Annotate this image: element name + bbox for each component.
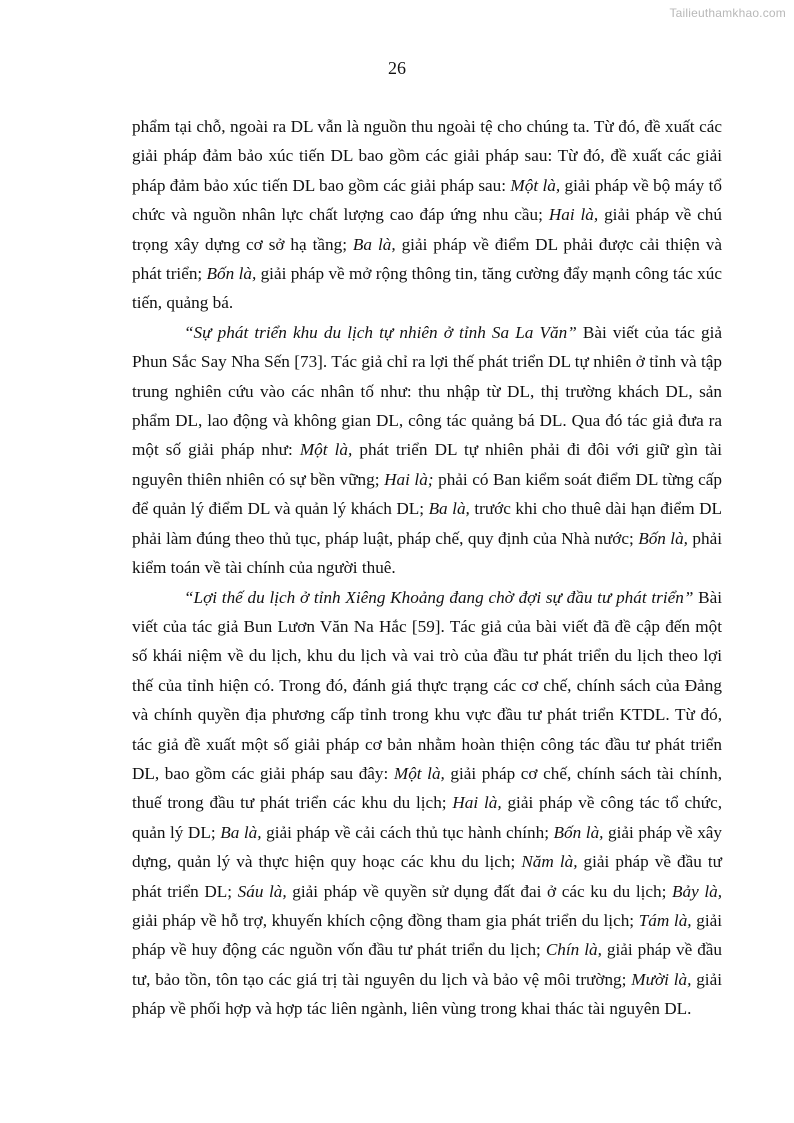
text-run: giải pháp về hỗ trợ, khuyến khích cộng đồng tham gia phát triển du lịch;	[132, 910, 639, 930]
italic-run: Một là,	[393, 763, 445, 783]
text-run: giải pháp về phối hợp và hợp tác liên ngành, liên vùng trong khai thác tài nguyên DL.	[132, 969, 722, 1019]
italic-run: Bốn là,	[553, 822, 604, 842]
text-run: giải pháp về điểm DL phải được cải thiện và phát triển;	[132, 234, 723, 284]
italic-run: Hai là;	[384, 469, 434, 489]
italic-run: Bảy là,	[671, 881, 722, 901]
body-text	[132, 112, 722, 1024]
paragraph-1	[132, 112, 722, 318]
italic-run: “Lợi thế du lịch ở tỉnh Xiêng Khoảng đang chờ đợi sự đầu tư phát triển”	[184, 587, 694, 607]
italic-run: Ba là,	[220, 822, 262, 842]
italic-run: Bốn là,	[206, 264, 257, 284]
italic-run: Một là,	[510, 175, 561, 195]
italic-run: Chín là,	[545, 940, 602, 960]
paragraph-3	[132, 583, 722, 1024]
text-run: phát triển DL tự nhiên phải đi đôi với giữ gìn tài nguyên thiên nhiên có sự bền vững;	[132, 440, 723, 489]
text-run: giải pháp về cải cách thủ tục hành chính;	[261, 822, 554, 842]
watermark: Tailieuthamkhao.com	[669, 6, 786, 20]
text-run: giải pháp về đầu tư, bảo tồn, tôn tạo các giá trị tài nguyên du lịch và bảo vệ môi trường;	[132, 940, 723, 989]
italic-run: Hai là,	[452, 793, 502, 813]
italic-run: Tám là,	[638, 910, 692, 930]
text-run: giải pháp về mở rộng thông tin, tăng cường đẩy mạnh công tác xúc tiến, quảng bá.	[132, 264, 723, 313]
italic-run: Năm là,	[521, 852, 578, 872]
text-run: trước khi cho thuê dài hạn điểm DL phải làm đúng theo thủ tục, pháp luật, pháp chế, quy định của Nhà nước;	[132, 499, 722, 548]
italic-run: Sáu là,	[237, 881, 287, 901]
italic-run: Hai là,	[548, 205, 599, 225]
italic-run: Mười là,	[631, 969, 692, 989]
text-run: giải pháp về công tác tổ chức, quản lý DL;	[132, 793, 722, 842]
text-run: phẩm tại chỗ, ngoài ra DL vẫn là nguồn thu ngoài tệ cho chúng ta. Từ đó, đề xuất các giải pháp đảm bảo xúc tiến DL bao gồm các giải pháp sau: Từ đó, đề xuất các giải pháp đảm bảo xúc tiến DL bao gồm các giải pháp sau:	[132, 117, 722, 195]
italic-run: Một là,	[299, 440, 353, 460]
text-run: Bài viết của tác giả Bun Lươn Văn Na Hắc [59]. Tác giả của bài viết đã đề cập đến một số khái niệm về du lịch, khu du lịch và vai trò của đầu tư phát triển du lịch theo lợi thế của tỉnh hiện có. Trong đó, đánh giá thực trạng các cơ chế, chính sách của Đảng và chính quyền địa phương cấp tỉnh trong khu vực đầu tư phát triển KTDL. Từ đó, tác giả đề xuất một số giải pháp cơ bản nhằm hoàn thiện công tác đầu tư phát triển DL, bao gồm các giải pháp sau đây:	[132, 587, 722, 783]
text-run: phải có Ban kiểm soát điểm DL từng cấp để quản lý điểm DL và quản lý khách DL;	[132, 469, 722, 519]
paragraph-2	[132, 318, 722, 583]
italic-run: Ba là,	[352, 234, 396, 254]
text-run: giải pháp về xây dựng, quản lý và thực hiện quy hoạc các khu du lịch;	[132, 822, 723, 872]
page-number: 26	[388, 58, 406, 78]
italic-run: Bốn là,	[638, 528, 688, 548]
text-run: giải pháp về quyền sử dụng đất đai ở các ku du lịch;	[286, 881, 672, 901]
text-run: phải kiểm toán về tài chính của người thuê.	[132, 528, 722, 578]
text-run: giải pháp về huy động các nguồn vốn đầu tư phát triển du lịch;	[132, 910, 722, 960]
italic-run: “Sự phát triển khu du lịch tự nhiên ở tỉnh Sa La Văn”	[184, 322, 577, 342]
text-run: giải pháp cơ chế, chính sách tài chính, thuế trong đầu tư phát triển các khu du lịch;	[132, 763, 723, 813]
italic-run: Ba là,	[428, 499, 470, 519]
text-run: giải pháp về bộ máy tổ chức và nguồn nhân lực chất lượng cao đáp ứng nhu cầu;	[132, 175, 723, 225]
text-run: Bài viết của tác giả Phun Sắc Say Nha Sến [73]. Tác giả chỉ ra lợi thế phát triển DL tự nhiên ở tỉnh và tập trung nghiên cứu vào các nhân tố như: thu nhập từ DL, thị trường khách DL, sản phẩm DL, lao động và không gian DL, công tác quảng bá DL. Qua đó tác giả đưa ra một số giải pháp như:	[132, 322, 722, 460]
text-run: giải pháp về chú trọng xây dựng cơ sở hạ tầng;	[132, 205, 722, 254]
text-run: giải pháp về đầu tư phát triển DL;	[132, 852, 722, 901]
